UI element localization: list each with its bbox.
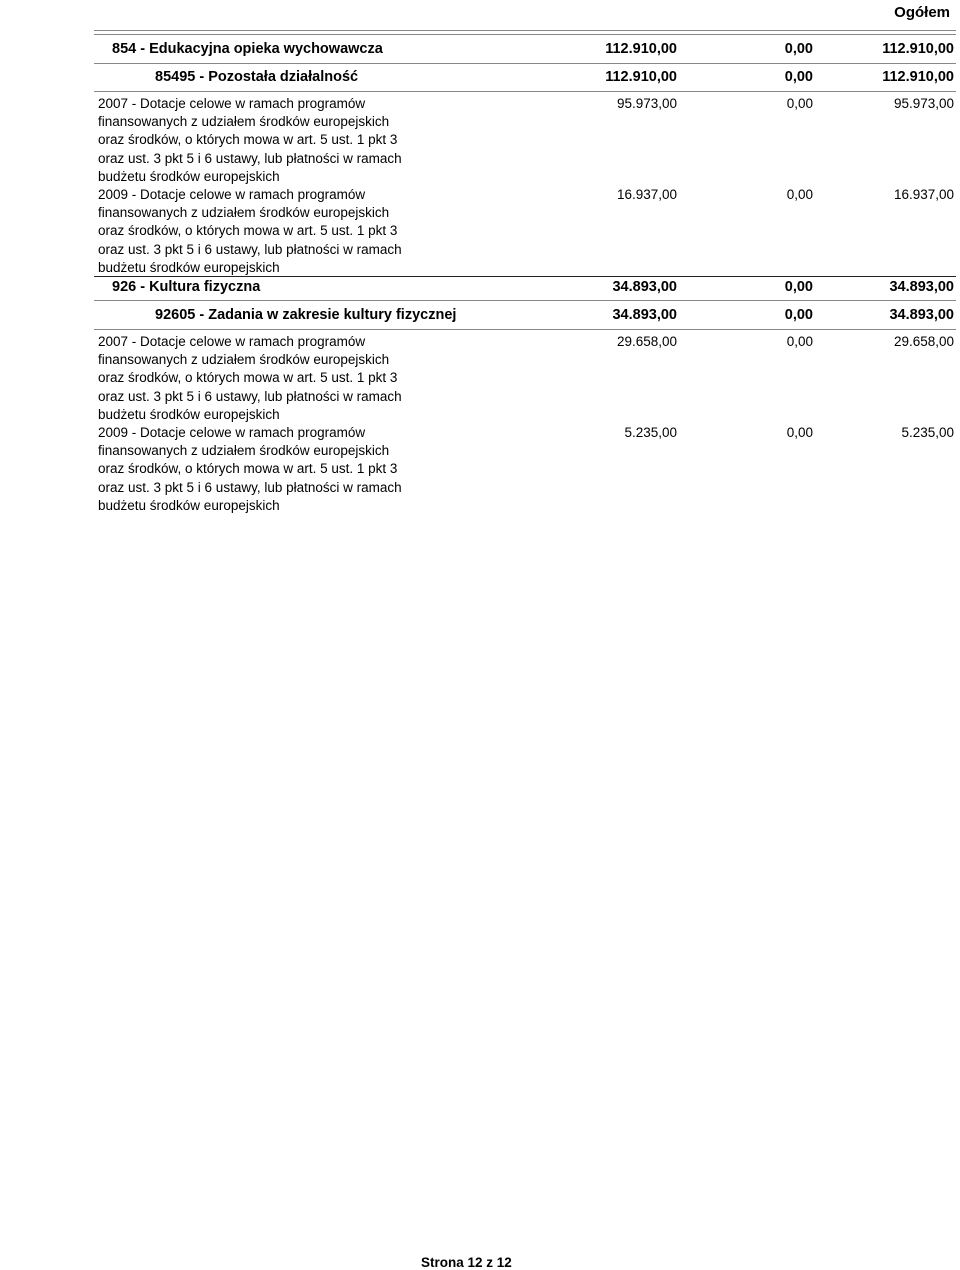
page-number: Strona 12 z 12 (421, 1255, 512, 1270)
section-divider (94, 63, 956, 64)
item-value-1: 5.235,00 (624, 425, 677, 440)
item-description: 2009 - Dotacje celowe w ramach programów finansowanych z udziałem środków europejskich oraz środków, o których mowa w art. 5 ust. 1 pkt 3 oraz ust. 3 pkt 5 i 6 ustawy, lub płatności w ramach budżetu środków europejskich (98, 425, 402, 513)
section-title: 854 - Edukacyjna opieka wychowawcza (112, 41, 383, 57)
section-value-total: 112.910,00 (882, 41, 954, 57)
subsection-value-2: 0,00 (784, 307, 813, 323)
subsection-divider (94, 329, 956, 330)
subsection-title: 85495 - Pozostała działalność (155, 69, 359, 85)
section-separator (94, 276, 956, 277)
total-column-header: Ogółem (894, 4, 950, 21)
subsection-value-1: 34.893,00 (612, 307, 677, 323)
item-description: 2009 - Dotacje celowe w ramach programów finansowanych z udziałem środków europejskich oraz środków, o których mowa w art. 5 ust. 1 pkt 3 oraz ust. 3 pkt 5 i 6 ustawy, lub płatności w ramach budżetu środków europejskich (98, 187, 402, 275)
header-divider-2 (94, 34, 956, 35)
subsection-divider (94, 91, 956, 92)
section-value-total: 34.893,00 (889, 279, 954, 295)
subsection-value-1: 112.910,00 (605, 69, 677, 85)
item-value-total: 5.235,00 (901, 425, 954, 440)
item-value-1: 16.937,00 (616, 187, 677, 202)
subsection-value-total: 34.893,00 (889, 307, 954, 323)
item-value-2: 0,00 (786, 334, 813, 349)
section-value-2: 0,00 (784, 41, 813, 57)
item-value-total: 29.658,00 (893, 334, 954, 349)
section-title: 926 - Kultura fizyczna (112, 279, 261, 295)
item-value-2: 0,00 (786, 96, 813, 111)
item-value-1: 95.973,00 (616, 96, 677, 111)
item-value-2: 0,00 (786, 425, 813, 440)
section-value-2: 0,00 (784, 279, 813, 295)
item-description: 2007 - Dotacje celowe w ramach programów finansowanych z udziałem środków europejskich oraz środków, o których mowa w art. 5 ust. 1 pkt 3 oraz ust. 3 pkt 5 i 6 ustawy, lub płatności w ramach budżetu środków europejskich (98, 96, 402, 184)
subsection-title: 92605 - Zadania w zakresie kultury fizycznej (155, 307, 457, 323)
header-divider (94, 30, 956, 31)
item-value-1: 29.658,00 (616, 334, 677, 349)
section-divider (94, 300, 956, 301)
subsection-value-total: 112.910,00 (882, 69, 954, 85)
item-value-2: 0,00 (786, 187, 813, 202)
subsection-value-2: 0,00 (784, 69, 813, 85)
section-value-1: 34.893,00 (612, 279, 677, 295)
item-value-total: 16.937,00 (893, 187, 954, 202)
item-value-total: 95.973,00 (893, 96, 954, 111)
item-description: 2007 - Dotacje celowe w ramach programów finansowanych z udziałem środków europejskich oraz środków, o których mowa w art. 5 ust. 1 pkt 3 oraz ust. 3 pkt 5 i 6 ustawy, lub płatności w ramach budżetu środków europejskich (98, 334, 402, 422)
section-value-1: 112.910,00 (605, 41, 677, 57)
